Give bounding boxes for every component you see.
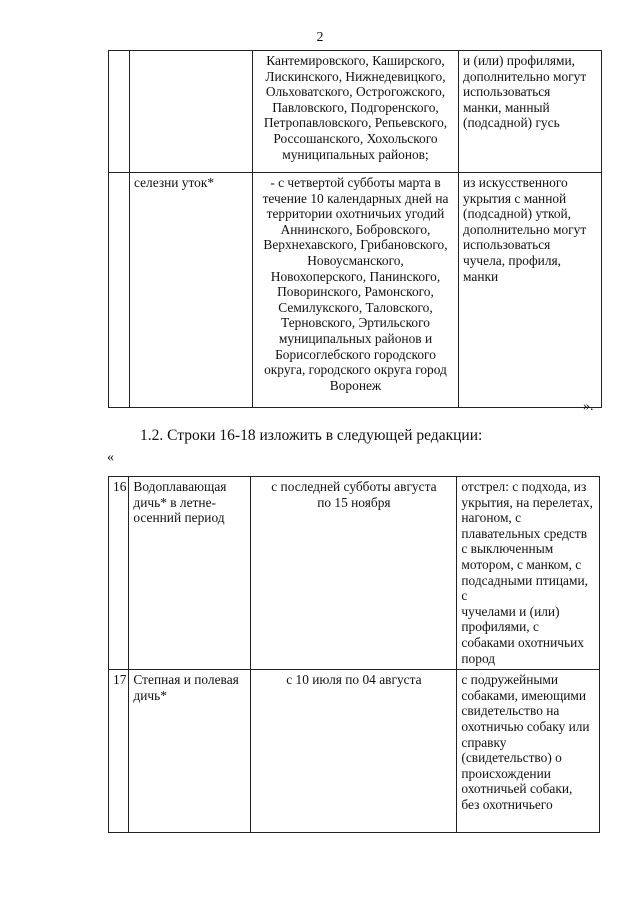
page-number: 2 xyxy=(316,30,324,45)
game-name-cell xyxy=(130,51,253,173)
table-row xyxy=(109,173,602,408)
game-name-cell: Степная и полевая дичь* xyxy=(129,670,251,833)
hunting-period-cell: с последней субботы августа по 15 ноября xyxy=(251,477,457,670)
hunting-period-cell: с 10 июля по 04 августа xyxy=(251,670,457,833)
hunting-method-cell: с подружейными собаками, имеющими свидетельство на охотничью собаку или справку (свидетельство) о происхождении охотничьей собаки, без охотничьего xyxy=(457,670,600,833)
hunting-table-new-edition xyxy=(108,476,600,833)
row-number-cell: 16 xyxy=(109,477,129,670)
hunting-method-cell: и (или) профилями, дополнительно могут использоваться манки, манный (подсадной) гусь xyxy=(459,51,602,173)
row-number-cell xyxy=(109,173,130,408)
table-row xyxy=(109,670,600,833)
row-number-cell: 17 xyxy=(109,670,129,833)
closing-quote: ». xyxy=(583,399,594,414)
opening-quote: « xyxy=(107,450,114,465)
row-number-cell xyxy=(109,51,130,173)
amendment-heading: 1.2. Строки 16-18 изложить в следующей редакции: xyxy=(140,427,483,444)
hunting-period-cell: - с четвертой субботы марта в течение 10 календарных дней на территории охотничьих угодий Аннинского, Бобровского, Верхнехавского, Грибановского, Новоусманского, Новохоперского, Панинского, Поворинского, Рамонского, Семилукского, Таловского, Терновского, Эртильского муниципальных районов и Борисоглебского городского округа, городского округа город Воронеж xyxy=(253,173,459,408)
hunting-method-cell: отстрел: с подхода, из укрытия, на перелетах, нагоном, с плавательных средств с выключенным мотором, с манком, с подсадными птицами, с чучелами и (или) профилями, с собаками охотничьих пород xyxy=(457,477,600,670)
hunting-table-continuation xyxy=(108,50,602,408)
table-row xyxy=(109,51,602,173)
game-name-cell: селезни уток* xyxy=(130,173,253,408)
hunting-method-cell: из искусственного укрытия с манной (подсадной) уткой, дополнительно могут использоваться чучела, профиля, манки xyxy=(459,173,602,408)
game-name-cell: Водоплавающая дичь* в летне- осенний период xyxy=(129,477,251,670)
table-row xyxy=(109,477,600,670)
hunting-period-cell: Кантемировского, Каширского, Лискинского, Нижнедевицкого, Ольховатского, Острогожского, Павловского, Подгоренского, Петропавловского, Репьевского, Россошанского, Хохольского муниципальных районов; xyxy=(253,51,459,173)
